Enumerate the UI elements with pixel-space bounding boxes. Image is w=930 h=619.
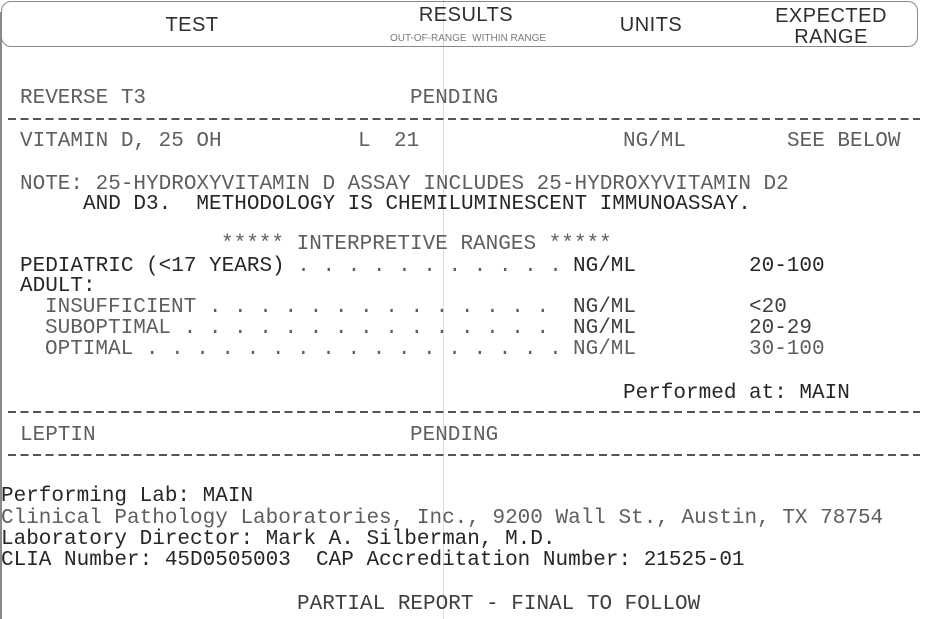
out-of-range-flag: L	[358, 130, 371, 153]
clia-cap-numbers: CLIA Number: 45D0505003 CAP Accreditation Number: 21525-01	[1, 549, 745, 572]
range-label: PEDIATRIC (<17 YEARS)	[20, 255, 285, 278]
test-name: LEPTIN	[20, 424, 96, 447]
dot-leader: . . . . . . . . . . . . . . .	[183, 317, 550, 340]
range-label: SUBOPTIMAL	[45, 317, 172, 340]
performing-lab: Performing Lab: MAIN	[1, 485, 254, 508]
lab-address: Clinical Pathology Laboratories, Inc., 9200 Wall St., Austin, TX 78754	[1, 507, 884, 530]
range-units: NG/ML	[573, 338, 637, 361]
result-value: 21	[394, 130, 420, 153]
result-value: PENDING	[410, 424, 499, 447]
range-label-wrap	[20, 256, 562, 277]
test-name: REVERSE T3	[20, 87, 147, 110]
range-label-wrap	[45, 339, 562, 360]
column-header-results: RESULTS	[418, 4, 514, 26]
column-subheader-results: OUT-OF-RANGE WITHIN RANGE	[389, 33, 547, 44]
dot-leader: . . . . . . . . . . . . . . . . .	[145, 338, 562, 361]
adult-heading: ADULT:	[20, 275, 96, 298]
dot-leader: . . . . . . . . . . .	[297, 255, 562, 278]
assay-note-line-2: AND D3. METHODOLOGY IS CHEMILUMINESCENT IMMUNOASSAY.	[83, 193, 751, 216]
dashed-separator	[8, 454, 920, 456]
result-units: NG/ML	[623, 130, 687, 153]
dot-leader: . . . . . . . . . . . . . .	[208, 296, 550, 319]
range-label-wrap	[45, 297, 549, 318]
range-value: <20	[749, 296, 787, 319]
range-label: INSUFFICIENT	[45, 296, 197, 319]
test-name: VITAMIN D, 25 OH	[20, 130, 222, 153]
range-label: OPTIMAL	[45, 338, 134, 361]
lab-director: Laboratory Director: Mark A. Silberman, M.D.	[1, 528, 556, 551]
performed-at: Performed at: MAIN	[623, 382, 850, 405]
result-value: PENDING	[410, 87, 499, 110]
interpretive-ranges-title: ***** INTERPRETIVE RANGES *****	[221, 233, 612, 256]
range-value: 30-100	[749, 338, 825, 361]
column-header-range: RANGE	[794, 26, 868, 48]
report-status: PARTIAL REPORT - FINAL TO FOLLOW	[297, 593, 701, 616]
range-value: 20-29	[749, 317, 813, 340]
dashed-separator	[8, 411, 920, 413]
range-units: NG/ML	[573, 317, 637, 340]
column-header-test: TEST	[165, 14, 219, 36]
assay-note-line-1: NOTE: 25-HYDROXYVITAMIN D ASSAY INCLUDES 25-HYDROXYVITAMIN D2	[20, 173, 789, 196]
range-value: 20-100	[749, 255, 825, 278]
column-header-units: UNITS	[619, 14, 683, 36]
range-units: NG/ML	[573, 296, 637, 319]
range-label-wrap	[45, 318, 549, 339]
range-units: NG/ML	[573, 255, 637, 278]
dashed-separator	[8, 118, 920, 120]
column-header-expected: EXPECTED	[775, 5, 887, 27]
expected-range: SEE BELOW	[787, 130, 901, 153]
